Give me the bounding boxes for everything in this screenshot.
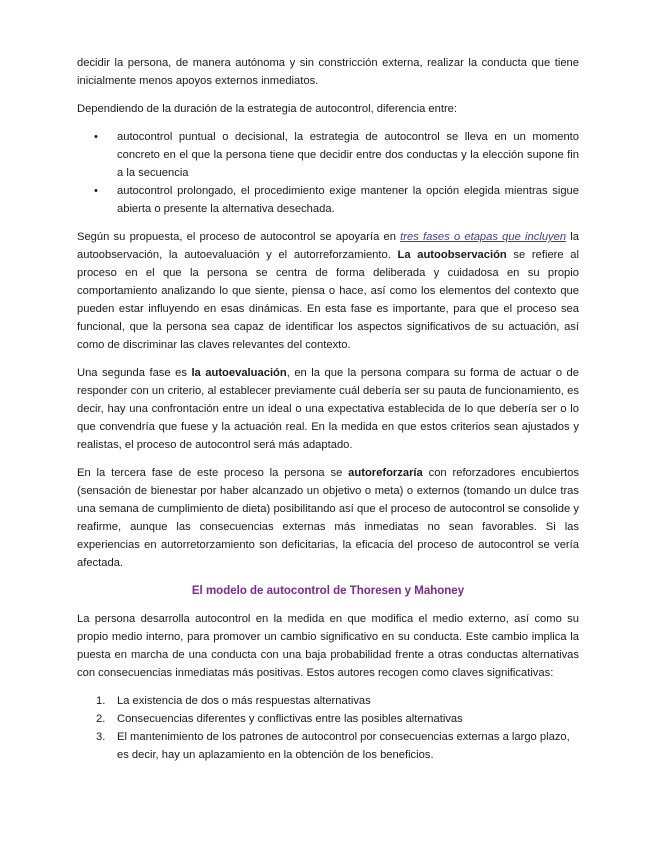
bullet-list-autocontrol-types — [77, 128, 579, 218]
text-span: con reforzadores encubiertos (sensación de bienestar por haber alcanzado un objetivo o meta) o externos (tomando un dulce tras una semana de cumplimiento de dieta) posibilitando así que el proceso de autocontrol se consolide y reafirme, aunque las consecuencias externas más inmediatas no sean favorables. Si las experiencias en autorretorzamiento son deficitarias, la eficacia del proceso de autocontrol se vería afectada. — [77, 467, 579, 569]
section-heading: El modelo de autocontrol de Thoresen y Mahoney — [191, 585, 465, 597]
text-span: la autoobservación, la autoevaluación y el autorreforzamiento. — [77, 231, 579, 261]
bold-term-autoevaluacion: la autoevaluación — [191, 367, 287, 379]
text-span: En la tercera fase de este proceso la persona se — [77, 467, 349, 479]
phases-link[interactable]: tres fases o etapas que incluyen — [400, 231, 567, 243]
item-number: 1. — [96, 695, 106, 707]
bold-term-autoreforzaria: autoreforzaría — [348, 467, 423, 479]
text-span: Según su propuesta, el proceso de autocontrol se apoyaría en — [77, 231, 401, 243]
paragraph-duration-intro: Dependiendo de la duración de la estrategia de autocontrol, diferencia entre: — [77, 103, 458, 115]
numbered-item — [77, 710, 579, 728]
bullet-icon: • — [94, 131, 98, 143]
bold-term-autoobservacion: La autoobservación — [397, 249, 507, 261]
text-span: se refiere al proceso en el que la persona se centra de forma deliberada y cuidadosa en su propio comportamiento analizando lo que siente, piensa o hace, así como los elementos del contexto que pueden estar influyendo en esas dinámicas. En esta fase es importante, para que el proceso sea funcional, que la persona sea capaz de identificar los aspectos significativos de su actuación, así como de discriminar las claves relevantes del contexto. — [77, 249, 580, 351]
paragraph-model-description: La persona desarrolla autocontrol en la medida en que modifica el medio externo, así como su propio medio interno, para promover un cambio significativo en su conducta. Este cambio implica la puesta en marcha de una conducta con una baja probabilidad frente a otras conductas alternativas con consecuencias inmediatas más positivas. Estos autores recogen como claves significativas: — [77, 613, 579, 679]
numbered-item — [77, 728, 579, 764]
bullet-item — [77, 182, 579, 218]
paragraph-continuation: decidir la persona, de manera autónoma y sin constricción externa, realizar la conducta que tiene inicialmente menos apoyos externos inmediatos. — [77, 57, 579, 87]
item-text: El mantenimiento de los patrones de autocontrol por consecuencias externas a largo plazo, es decir, hay un aplazamiento en la obtención de los beneficios. — [117, 731, 570, 761]
bullet-text: autocontrol prolongado, el procedimiento exige mantener la opción elegida mientras sigue abierta o presente la alternativa desechada. — [117, 185, 579, 215]
bullet-item — [77, 128, 579, 182]
bullet-text: autocontrol puntual o decisional, la estrategia de autocontrol se lleva en un momento concreto en el que la persona tiene que decidir entre dos conductas y la elección supone fin a la secuencia — [117, 131, 579, 179]
item-text: La existencia de dos o más respuestas alternativas — [117, 695, 371, 707]
item-number: 2. — [96, 713, 106, 725]
paragraph-third-phase — [77, 464, 579, 572]
text-span: , en la que la persona compara su forma de actuar o de responder con un criterio, al establecer previamente cuál debería ser su pauta de funcionamiento, es decir, hay una confrontación entre un ideal o una expectativa establecida de lo que debería ser o lo que convendría que fuese y la actuación real. En la medida en que estos criterios sean ajustados y realistas, el proceso de autocontrol será más adaptado. — [77, 367, 579, 451]
bullet-icon: • — [94, 185, 98, 197]
numbered-item — [77, 692, 579, 710]
paragraph-three-phases — [77, 228, 579, 354]
text-span: Una segunda fase es — [77, 367, 192, 379]
item-number: 3. — [96, 731, 106, 743]
document-page — [77, 54, 579, 764]
numbered-list-keys — [77, 692, 579, 764]
paragraph-second-phase — [77, 364, 579, 454]
item-text: Consecuencias diferentes y conflictivas entre las posibles alternativas — [117, 713, 463, 725]
